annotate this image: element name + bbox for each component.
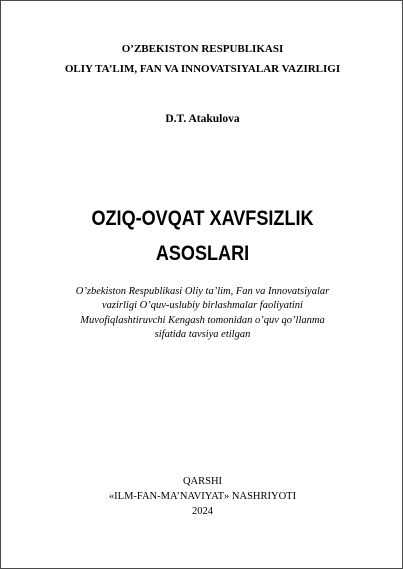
approval-text-line-3: Muvofiqlashtiruvchi Kengash tomonidan o’quv qo’llanma <box>80 315 325 326</box>
book-title-line-1: OZIQ-OVQAT XAVFSIZLIK <box>91 207 314 230</box>
ministry-name: OLIY TA’LIM, FAN VA INNOVATSIYALAR VAZIRLIGI <box>64 63 341 75</box>
book-title-line-2: ASOSLARI <box>155 242 250 265</box>
publication-city: QARSHI <box>182 476 223 487</box>
author-name: D.T. Atakulova <box>165 113 240 125</box>
publisher-name: «ILM-FAN-MA’NAVIYAT» NASHRIYOTI <box>108 491 297 502</box>
country-name: O’ZBEKISTON RESPUBLIKASI <box>121 43 284 55</box>
approval-text-line-1: O’zbekiston Respublikasi Oliy ta’lim, Fan va Innovatsiyalar <box>75 286 330 297</box>
approval-text-line-4: sifatida tavsiya etilgan <box>154 329 251 340</box>
approval-text-line-2: vazirligi O’quv-uslubiy birlashmalar faoliyatini <box>102 300 303 311</box>
publication-year: 2024 <box>192 506 213 517</box>
